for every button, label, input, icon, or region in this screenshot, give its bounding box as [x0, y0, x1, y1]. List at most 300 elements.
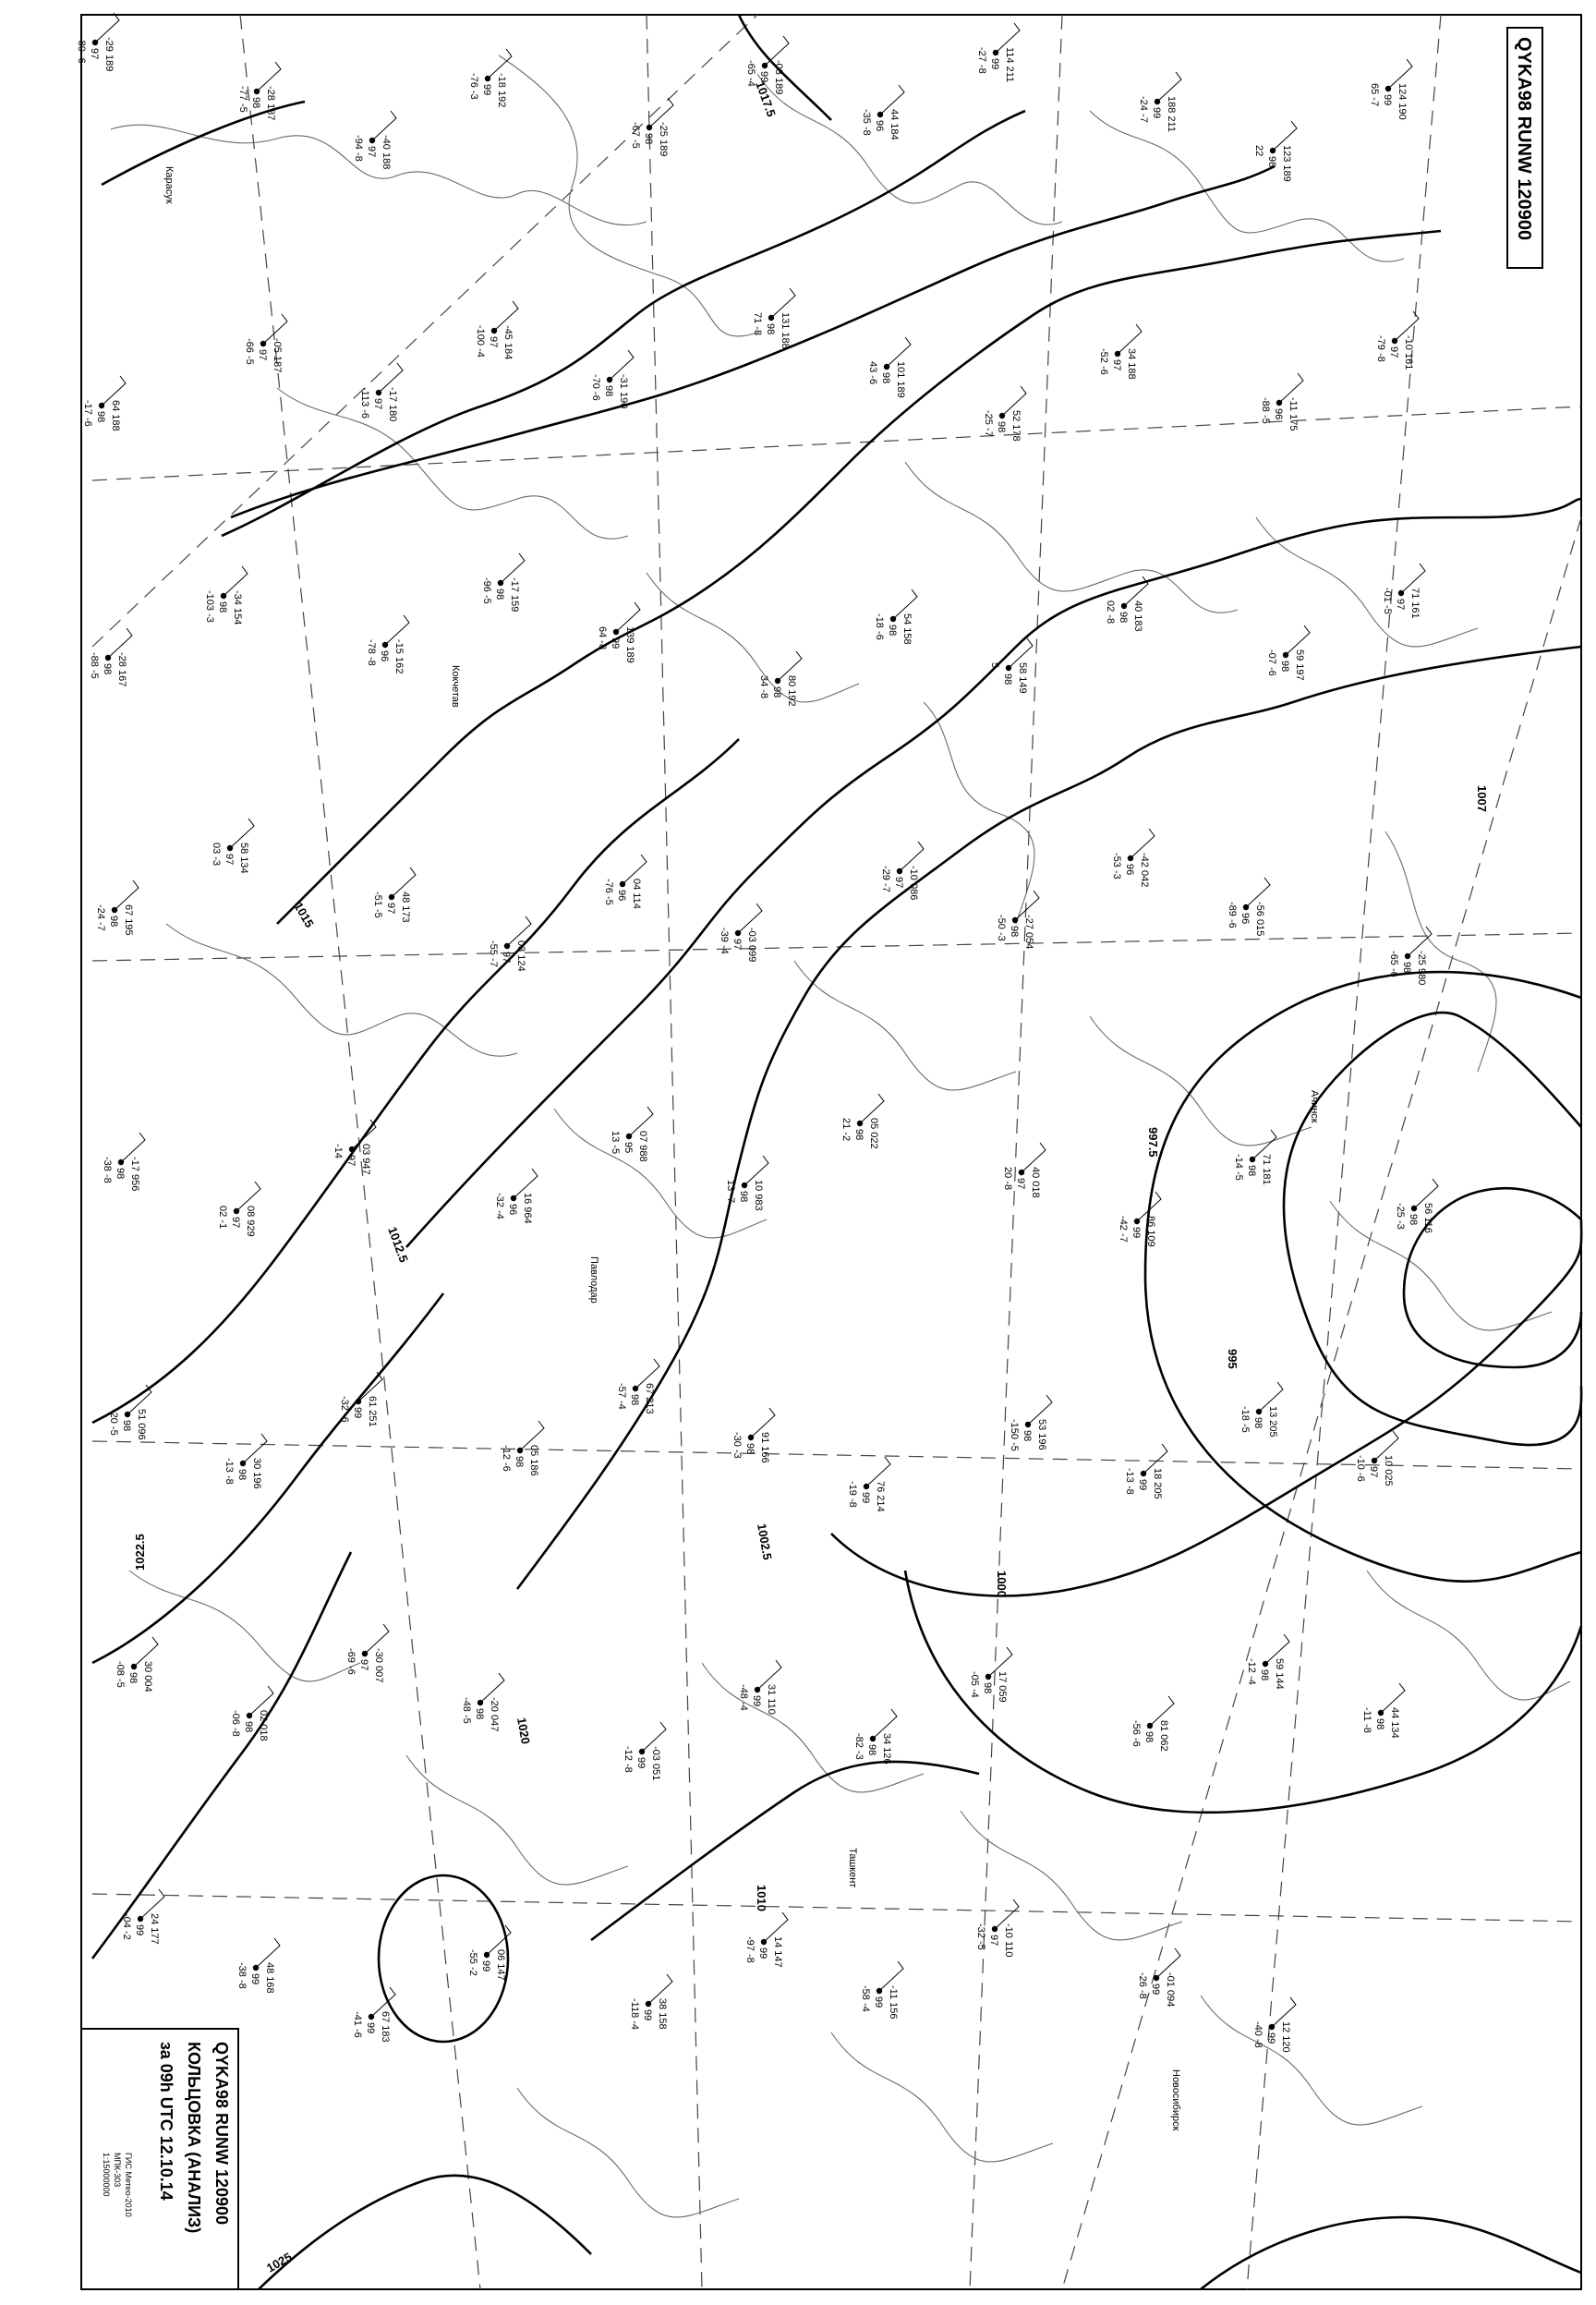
coastlines	[111, 55, 1570, 2217]
station-pressure: 05 022	[868, 1118, 879, 1149]
station-dewpoint: 02 -1	[217, 1206, 228, 1230]
station-dewpoint: -11 -8	[1361, 1707, 1372, 1733]
station-dewpoint: -32 -4	[494, 1193, 505, 1219]
station-plot	[861, 85, 904, 140]
station-temp: 99	[873, 1996, 884, 2008]
station-temp: 98	[996, 421, 1007, 433]
station-temp: 98	[1118, 612, 1129, 624]
station-dewpoint: -13 -8	[1124, 1468, 1135, 1495]
station-plot	[488, 916, 531, 972]
station-plot	[874, 589, 917, 645]
station-dewpoint: -48 -5	[461, 1697, 472, 1724]
station-pressure: 38 158	[657, 1998, 668, 2030]
station-dewpoint: -65 -4	[745, 60, 756, 87]
station-plot	[76, 13, 119, 71]
station-dewpoint: -26 -8	[1137, 1972, 1148, 1999]
station-pressure: 56 116	[1422, 1203, 1433, 1233]
station-pressure: -28 167	[116, 652, 127, 687]
station-plot	[102, 1133, 145, 1191]
isobar-label: 1000	[995, 1571, 1009, 1597]
station-temp: 98	[1246, 1165, 1257, 1177]
station-temp: 99	[642, 2009, 653, 2021]
station-plot	[719, 904, 762, 962]
station-dewpoint: -01 -5	[1382, 588, 1393, 614]
station-plot	[1098, 324, 1142, 380]
station-plot	[372, 867, 416, 923]
station-plot	[1233, 1130, 1276, 1185]
graticule	[92, 15, 1581, 2289]
station-dewpoint: -55 -7	[488, 940, 499, 967]
station-plot	[744, 1912, 788, 1968]
station-plot	[494, 1169, 538, 1224]
station-plot	[616, 1359, 659, 1414]
station-pressure: 44 184	[889, 109, 900, 140]
isobar-label: 1007	[1475, 785, 1489, 812]
station-dewpoint: -14 -5	[1233, 1154, 1244, 1181]
station-temp: 96	[507, 1204, 518, 1216]
station-dewpoint: -35 -8	[861, 109, 872, 136]
station-temp: 97	[1388, 346, 1399, 358]
info-box-scale: 1:15000000	[102, 2153, 111, 2197]
station-pressure: -30 007	[373, 1648, 384, 1683]
station-dewpoint: -52 -6	[1098, 348, 1109, 375]
station-dewpoint: -76 -3	[468, 73, 479, 100]
station-temp: 97	[385, 903, 396, 915]
station-temp: 99	[134, 1924, 145, 1936]
station-dewpoint: -12 -8	[623, 1746, 634, 1773]
station-plot	[603, 855, 647, 909]
info-box-model: МПК-303	[113, 2153, 122, 2188]
isobar-label: 1010	[755, 1885, 768, 1911]
station-temp: 99	[1382, 94, 1393, 106]
isobar-1020	[92, 739, 739, 1423]
station-plot	[236, 1938, 280, 1994]
station-pressure: 81 062	[1158, 1720, 1169, 1752]
station-temp: 99	[989, 58, 1000, 70]
station-pressure: -10 086	[908, 866, 919, 901]
station-dewpoint: 64 -8	[597, 626, 608, 650]
station-dewpoint: 43 -6	[867, 361, 878, 385]
station-pressure: 124 190	[1396, 83, 1408, 120]
station-dewpoint: -53 -3	[1111, 853, 1122, 880]
station-temp: 98	[643, 133, 654, 145]
station-pressure: 76 214	[875, 1481, 886, 1512]
station-temp: 97	[372, 398, 383, 410]
station-pressure: 07 988	[637, 1131, 648, 1162]
station-dewpoint: -07 -6	[1266, 649, 1277, 676]
station-pressure: -17 956	[129, 1157, 140, 1192]
station-pressure: -10 161	[1403, 335, 1414, 370]
station-temp: 99	[1151, 107, 1162, 119]
station-plot	[996, 891, 1039, 949]
station-plot	[244, 314, 287, 372]
station-dewpoint: 34 -8	[758, 675, 769, 699]
station-pressure: 52 178	[1010, 410, 1022, 442]
station-plot	[345, 1624, 389, 1682]
station-temp: 99	[1137, 1479, 1148, 1491]
station-dewpoint: -18 -5	[1239, 1406, 1251, 1433]
station-pressure: 03 124	[515, 940, 526, 972]
isobar-label: 1002.5	[755, 1522, 775, 1561]
isobar-1002-5	[517, 647, 1581, 1589]
station-dewpoint: -17 -6	[82, 400, 93, 427]
station-plot	[1266, 625, 1310, 681]
station-temp: 97	[1111, 359, 1122, 371]
station-pressure: 14 147	[772, 1936, 783, 1968]
station-pressure: -56 015	[1254, 902, 1265, 937]
station-dewpoint: -12 -6	[501, 1445, 512, 1472]
station-plot	[758, 651, 802, 707]
station-pressure: 18 205	[1152, 1468, 1163, 1499]
station-plot	[1137, 1948, 1180, 2007]
station-plot	[1375, 311, 1419, 370]
station-temp: 98	[866, 1744, 877, 1756]
station-dewpoint: -40 -8	[1252, 2021, 1264, 2048]
info-box-software: ГИС Метео-2010	[124, 2153, 133, 2217]
station-plot	[738, 1660, 781, 1715]
station-plot	[237, 62, 281, 120]
station-pressure: -03 189	[773, 60, 784, 95]
station-plot	[880, 842, 924, 900]
station-temp: 99	[352, 1407, 363, 1419]
station-dewpoint: -58 -4	[860, 1985, 871, 2012]
station-temp: 97	[1395, 599, 1406, 611]
station-temp: 99	[751, 1695, 762, 1707]
header-code: QYKA98 RUNW 120900	[1514, 37, 1534, 241]
station-plot	[1105, 576, 1148, 632]
station-pressure: 71 161	[1409, 588, 1421, 619]
station-pressure: 02 018	[258, 1710, 269, 1741]
station-temp: 98	[243, 1721, 254, 1733]
station-temp: 98	[115, 1168, 126, 1180]
station-dewpoint: -78 -8	[366, 639, 377, 666]
station-plot	[725, 1156, 768, 1211]
station-plot	[82, 376, 126, 431]
station-plot	[1369, 59, 1412, 120]
station-pressure: -01 094	[1165, 1972, 1176, 2008]
station-plot	[95, 880, 139, 936]
isobar-label: 997.5	[1146, 1127, 1160, 1158]
station-plot	[597, 602, 640, 663]
isobar-1015	[102, 102, 1025, 536]
station-pressure: 114 211	[1004, 47, 1015, 83]
station-pressure: 48 168	[264, 1962, 275, 1994]
station-temp: 98	[1002, 673, 1013, 685]
station-plot	[89, 628, 132, 686]
station-temp: 99	[610, 637, 621, 649]
station-dewpoint: -79 -8	[1375, 335, 1386, 362]
station-pressure: 131 188	[780, 312, 791, 349]
station-temp: 98	[1143, 1731, 1155, 1743]
station-dewpoint: 5	[989, 662, 1000, 669]
station-dewpoint: -39 -4	[719, 928, 730, 954]
station-plot	[1124, 1444, 1167, 1499]
station-plot	[853, 1709, 897, 1765]
city-label: Ташкент	[847, 1848, 858, 1888]
station-pressure: 13 205	[1267, 1406, 1278, 1438]
station-pressure: 17 059	[997, 1671, 1008, 1703]
station-pressure: 61 251	[367, 1396, 378, 1427]
station-pressure: -17 159	[509, 577, 520, 613]
station-pressure: 48 173	[400, 892, 411, 923]
station-plot	[339, 1372, 382, 1427]
station-plot	[352, 1987, 395, 2043]
isobar-1012-5	[231, 166, 1275, 517]
station-dewpoint: -12 -4	[1246, 1658, 1257, 1685]
station-plot	[461, 1673, 504, 1731]
station-dewpoint: -38 -8	[102, 1157, 113, 1183]
station-dewpoint: -30 -3	[732, 1432, 743, 1459]
station-temp: 99	[758, 71, 769, 83]
station-dewpoint: 21 -2	[840, 1118, 852, 1142]
station-dewpoint: -04 -2	[121, 1913, 132, 1940]
station-pressure: -03 099	[746, 928, 757, 963]
station-pressure: -28 187	[265, 86, 276, 121]
station-temp: 99	[481, 84, 492, 96]
station-plot	[1227, 878, 1270, 936]
station-temp: 98	[514, 1456, 525, 1468]
station-dewpoint: -56 -6	[1130, 1720, 1142, 1747]
station-pressure: 30 004	[142, 1661, 153, 1692]
station-pressure: 16 964	[522, 1193, 533, 1224]
station-plot	[752, 288, 795, 349]
station-dewpoint: -27 -8	[976, 47, 987, 74]
station-temp: 97	[89, 48, 100, 60]
station-pressure: -03 051	[650, 1746, 661, 1781]
station-pressure: -31 190	[618, 374, 629, 409]
station-temp: 98	[603, 385, 614, 397]
station-pressure: 40 183	[1132, 601, 1143, 632]
isobar-label: 1020	[514, 1716, 533, 1746]
station-pressure: 58 149	[1017, 662, 1028, 694]
station-dewpoint: -24 -7	[1138, 96, 1149, 123]
station-dewpoint: -14	[332, 1144, 344, 1159]
station-plot	[1002, 1143, 1046, 1198]
station-dewpoint: -103 -3	[204, 590, 215, 623]
station-pressure: 59 197	[1294, 649, 1305, 681]
station-pressure: -29 189	[103, 37, 115, 72]
isobar-label: 1025	[264, 2250, 295, 2275]
station-temp: 97	[257, 349, 268, 361]
isobar-label: 1015	[291, 900, 317, 930]
city-label: Новосибирск	[1170, 2069, 1181, 2131]
station-temp: 96	[1273, 408, 1284, 420]
station-temp: 97	[501, 952, 512, 964]
isobar-label: 1012.5	[385, 1224, 411, 1265]
station-temp: 98	[1022, 1430, 1033, 1442]
station-temp: 97	[345, 1155, 357, 1167]
station-dewpoint: -24 -7	[95, 904, 106, 931]
station-dewpoint: 22	[1253, 145, 1264, 157]
station-dewpoint: -76 -5	[603, 879, 614, 905]
station-temp: 98	[738, 1191, 749, 1203]
station-plot	[860, 1961, 903, 2020]
station-plot	[475, 301, 518, 359]
station-pressure: 10 983	[753, 1180, 764, 1211]
station-temp: 99	[365, 2022, 376, 2034]
station-dewpoint: -100 -4	[475, 325, 486, 358]
station-pressure: 44 134	[1389, 1707, 1400, 1739]
isobar-label: 995	[1226, 1349, 1239, 1369]
station-pressure: 51 096	[136, 1409, 147, 1440]
station-pressure: 06 147	[495, 1949, 506, 1981]
station-pressure: -11 156	[888, 1985, 899, 2020]
station-dewpoint: -19 -8	[847, 1481, 858, 1508]
station-pressure: 34 188	[1126, 348, 1137, 380]
station-plot	[1361, 1683, 1405, 1739]
station-temp: 98	[982, 1682, 993, 1694]
isobar-1010	[277, 231, 1441, 924]
station-plot	[1130, 1696, 1174, 1752]
station-pressure: 34 126	[881, 1733, 892, 1765]
station-pressure: 24 177	[149, 1913, 160, 1945]
station-plot	[115, 1637, 158, 1692]
station-temp: 95	[623, 1142, 634, 1154]
station-dewpoint: 13 -7	[725, 1180, 736, 1204]
station-temp: 97	[230, 1217, 241, 1229]
station-pressure: 86 109	[1145, 1216, 1156, 1247]
station-plot	[732, 1408, 775, 1463]
station-pressure: 67 195	[123, 904, 134, 936]
station-dewpoint: 03 -3	[211, 843, 222, 867]
station-plot	[590, 350, 634, 408]
station-plot	[481, 553, 525, 612]
station-temp: 96	[1124, 864, 1135, 876]
station-dewpoint: -69 -6	[345, 1648, 357, 1675]
station-plot	[366, 615, 409, 673]
station-plot	[1252, 1997, 1296, 2053]
station-dewpoint: -32 -6	[339, 1396, 350, 1423]
station-dewpoint: -80 -6	[76, 37, 87, 64]
station-dewpoint: -41 -6	[352, 2011, 363, 2038]
station-plot	[847, 1457, 890, 1512]
station-pressure: 40 018	[1030, 1167, 1041, 1198]
station-plot	[975, 1899, 1019, 1958]
station-pressure: -10 110	[1003, 1923, 1014, 1958]
station-temp: 97	[1368, 1466, 1379, 1478]
station-pressure: 71 181	[1261, 1154, 1272, 1185]
station-temp: 97	[358, 1659, 369, 1671]
station-dewpoint: -88 -5	[1260, 397, 1271, 424]
info-box	[81, 2029, 238, 2289]
station-temp: 98	[1279, 661, 1290, 673]
station-temp: 98	[765, 323, 776, 335]
isobar-1010-s	[591, 1762, 979, 1940]
station-dewpoint: -51 -5	[372, 892, 383, 918]
station-dewpoint: -55 -2	[467, 1949, 478, 1976]
station-plot	[1118, 1192, 1161, 1247]
station-dewpoint: -25 -3	[1395, 1203, 1406, 1230]
station-dewpoint: -50 -3	[996, 915, 1007, 941]
station-temp: 97	[988, 1935, 999, 1947]
station-temp: 98	[1009, 926, 1020, 938]
station-dewpoint: -38 -8	[236, 1962, 248, 1989]
station-plot	[623, 1722, 666, 1780]
station-plot	[501, 1421, 544, 1476]
station-temp: 99	[757, 1947, 768, 1959]
station-plot	[630, 98, 673, 156]
station-pressure: 188 211	[1166, 96, 1177, 132]
station-pressure: 101 189	[895, 361, 906, 398]
station-pressure: -34 154	[232, 590, 243, 625]
station-dewpoint: -25 -7	[983, 410, 994, 437]
station-dewpoint: -18 -6	[874, 613, 885, 640]
high-center-1025	[379, 1875, 508, 2042]
station-plot	[983, 386, 1026, 442]
station-temp: 98	[121, 1420, 132, 1432]
station-dewpoint: 20 -8	[1002, 1167, 1013, 1191]
isobar-label: 1022.5	[133, 1534, 147, 1571]
station-temp: 98	[217, 601, 228, 613]
station-dewpoint: -82 -3	[853, 1733, 864, 1760]
isobars	[92, 15, 1581, 2289]
station-plot	[230, 1686, 273, 1741]
station-pressure: -27 054	[1023, 915, 1034, 950]
station-pressure: -05 187	[272, 338, 283, 373]
station-temp: 97	[366, 146, 377, 158]
isobar-1000-b	[1145, 972, 1581, 1582]
station-plot	[1239, 1382, 1283, 1438]
station-plot	[204, 566, 248, 625]
station-temp: 98	[1401, 962, 1412, 974]
station-plot	[224, 1434, 267, 1489]
station-temp: 98	[250, 97, 261, 109]
station-pressure: 31 110	[766, 1684, 777, 1715]
station-dewpoint: -48 -4	[738, 1684, 749, 1711]
station-plot	[969, 1647, 1012, 1703]
station-temp: 96	[1239, 913, 1251, 925]
station-pressure: 10 025	[1383, 1455, 1394, 1486]
station-temp: 96	[874, 120, 885, 132]
station-temp: 98	[474, 1708, 485, 1720]
city-label: Ачинск	[1309, 1090, 1320, 1123]
map-header	[1507, 28, 1542, 268]
station-pressure: -40 188	[381, 135, 392, 170]
station-temp: 96	[616, 890, 627, 902]
station-dewpoint: -57 -4	[616, 1383, 627, 1410]
station-pressure: 59 144	[1274, 1658, 1285, 1690]
station-temp: 97	[893, 877, 904, 889]
station-dewpoint: -65 -6	[1388, 951, 1399, 977]
city-label: Карасук	[163, 166, 175, 204]
station-temp: 98	[102, 663, 113, 675]
isobar-bottom-2	[1201, 2217, 1581, 2289]
station-temp: 99	[249, 1973, 260, 1985]
station-plot	[353, 111, 396, 169]
station-temp: 96	[379, 650, 390, 662]
station-pressure: 53 196	[1036, 1419, 1047, 1450]
station-dewpoint: -150 -5	[1009, 1419, 1020, 1451]
station-temp: 98	[1252, 1417, 1264, 1429]
station-dewpoint: -88 -5	[89, 652, 100, 679]
station-dewpoint: -66 -5	[244, 338, 255, 365]
isobar-1022-5	[92, 1293, 443, 1663]
station-dewpoint: -32 -5	[975, 1923, 986, 1950]
station-pressure: 139 189	[624, 626, 635, 663]
station-pressure: -45 184	[502, 325, 514, 360]
station-temp: 98	[887, 625, 898, 637]
station-temp: 98	[108, 916, 119, 928]
isobar-bottom	[259, 2176, 591, 2289]
station-plot	[1395, 1179, 1438, 1233]
station-dewpoint: -10 -6	[1355, 1455, 1366, 1482]
station-pressure: 30 196	[251, 1458, 262, 1489]
station-temp: 98	[1374, 1718, 1385, 1730]
station-pressure: 80 192	[786, 675, 797, 707]
station-pressure: 05 186	[528, 1445, 539, 1476]
station-plot	[468, 49, 512, 107]
station-temp: 99	[1265, 2032, 1276, 2044]
